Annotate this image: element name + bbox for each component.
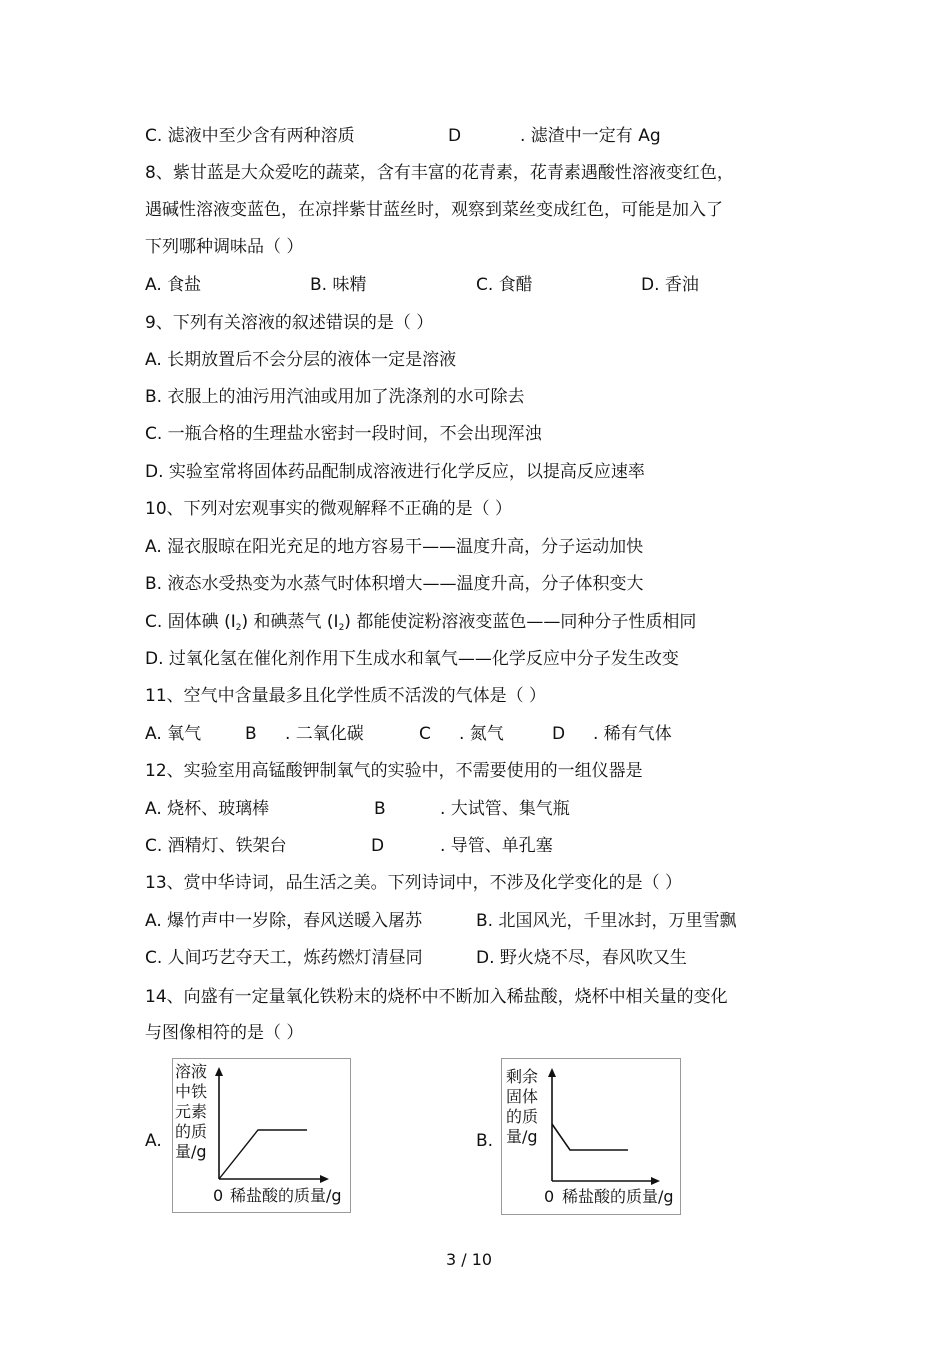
q7-option-d-letter: D	[448, 126, 462, 146]
q10-option-d: D. 过氧化氢在催化剂作用下生成水和氧气——化学反应中分子发生改变	[145, 649, 679, 669]
q8-stem-line1: 8、紫甘蓝是大众爱吃的蔬菜，含有丰富的花青素，花青素遇酸性溶液变红色，	[145, 163, 734, 183]
q13-option-a: A. 爆竹声中一岁除，春风送暖入屠苏	[145, 911, 423, 931]
q10-stem: 10、下列对宏观事实的微观解释不正确的是（ ）	[145, 499, 513, 519]
graph-a-y-label: 溶液中铁元素的质量/g	[175, 1062, 208, 1161]
q9-option-b: B. 衣服上的油污用汽油或用加了洗涤剂的水可除去	[145, 387, 525, 407]
graph-b-origin: 0	[544, 1187, 555, 1206]
q14-graph-b	[501, 1058, 681, 1215]
q8-stem-line3: 下列哪种调味品（ ）	[145, 237, 304, 257]
q11-option-c-letter: C	[419, 724, 431, 744]
q13-option-c: C. 人间巧艺夺天工，炼药燃灯清昼同	[145, 948, 423, 968]
graph-b-x-label: 稀盐酸的质量/g	[562, 1187, 674, 1206]
q13-stem: 13、赏中华诗词，品生活之美。下列诗词中，不涉及化学变化的是（ ）	[145, 873, 683, 893]
graph-b-y-arrow	[548, 1068, 556, 1077]
q10-c-pre: C. 固体碘 (I	[145, 612, 236, 632]
q11-option-b-letter: B	[245, 724, 257, 744]
q13-option-d: D. 野火烧不尽，春风吹又生	[476, 948, 687, 968]
graph-a-y-arrow	[215, 1067, 223, 1076]
q10-c-subscript-2: 2	[338, 623, 345, 633]
q10-c-mid: ) 和碘蒸气 (I	[241, 612, 339, 632]
q7-option-c: C. 滤液中至少含有两种溶质	[145, 126, 355, 146]
q8-option-c: C. 食醋	[476, 275, 533, 295]
q14-stem-line2: 与图像相符的是（ ）	[145, 1023, 304, 1043]
q8-option-d: D. 香油	[641, 275, 699, 295]
q13-option-b: B. 北国风光，千里冰封，万里雪飘	[476, 911, 737, 931]
q14-graph-a	[172, 1058, 351, 1213]
q9-stem: 9、下列有关溶液的叙述错误的是（ ）	[145, 313, 434, 333]
q10-option-a: A. 湿衣服晾在阳光充足的地方容易干——温度升高，分子运动加快	[145, 537, 644, 557]
q8-option-b: B. 味精	[310, 275, 367, 295]
q14-stem-line1: 14、向盛有一定量氧化铁粉末的烧杯中不断加入稀盐酸，烧杯中相关量的变化	[145, 987, 728, 1007]
q8-stem-line2: 遇碱性溶液变蓝色，在凉拌紫甘蓝丝时，观察到菜丝变成红色，可能是加入了	[145, 200, 723, 220]
q11-option-b-text: . 二氧化碳	[285, 724, 364, 744]
q12-option-b-text: . 大试管、集气瓶	[440, 799, 570, 819]
graph-a-curve	[219, 1130, 307, 1179]
q9-option-d: D. 实验室常将固体药品配制成溶液进行化学反应，以提高反应速率	[145, 462, 645, 482]
q14-option-b-label: B.	[476, 1131, 494, 1151]
q11-option-a: A. 氧气	[145, 724, 202, 744]
graph-b-y-label: 剩余固体的质量/g	[506, 1067, 539, 1146]
q12-option-d-letter: D	[371, 836, 385, 856]
q8-option-a: A. 食盐	[145, 275, 202, 295]
q9-option-c: C. 一瓶合格的生理盐水密封一段时间，不会出现浑浊	[145, 424, 542, 444]
q11-option-d-text: . 稀有气体	[593, 724, 672, 744]
q12-option-d-text: . 导管、单孔塞	[440, 836, 553, 856]
graph-a-x-label: 稀盐酸的质量/g	[230, 1186, 342, 1205]
q12-option-c: C. 酒精灯、铁架台	[145, 836, 287, 856]
q11-option-c-text: . 氮气	[459, 724, 504, 744]
q12-option-a: A. 烧杯、玻璃棒	[145, 799, 270, 819]
q10-option-c	[145, 611, 696, 639]
graph-a-x-arrow	[320, 1175, 329, 1183]
q11-stem: 11、空气中含量最多且化学性质不活泼的气体是（ ）	[145, 686, 547, 706]
graph-a-origin: 0	[213, 1186, 224, 1205]
q11-option-d-letter: D	[552, 724, 566, 744]
graph-b-x-arrow	[651, 1177, 660, 1185]
q14-option-a-label: A.	[145, 1131, 162, 1151]
q7-option-d-text: . 滤渣中一定有 Ag	[520, 126, 661, 146]
q10-c-subscript-1: 2	[235, 623, 242, 633]
q10-c-post: ) 都能使淀粉溶液变蓝色——同种分子性质相同	[344, 612, 697, 632]
graph-b-curve	[552, 1124, 628, 1150]
q9-option-a: A. 长期放置后不会分层的液体一定是溶液	[145, 350, 457, 370]
q12-option-b-letter: B	[374, 799, 386, 819]
q12-stem: 12、实验室用高锰酸钾制氧气的实验中，不需要使用的一组仪器是	[145, 761, 643, 781]
page-number: 3 / 10	[446, 1250, 493, 1269]
q10-option-b: B. 液态水受热变为水蒸气时体积增大——温度升高，分子体积变大	[145, 574, 644, 594]
